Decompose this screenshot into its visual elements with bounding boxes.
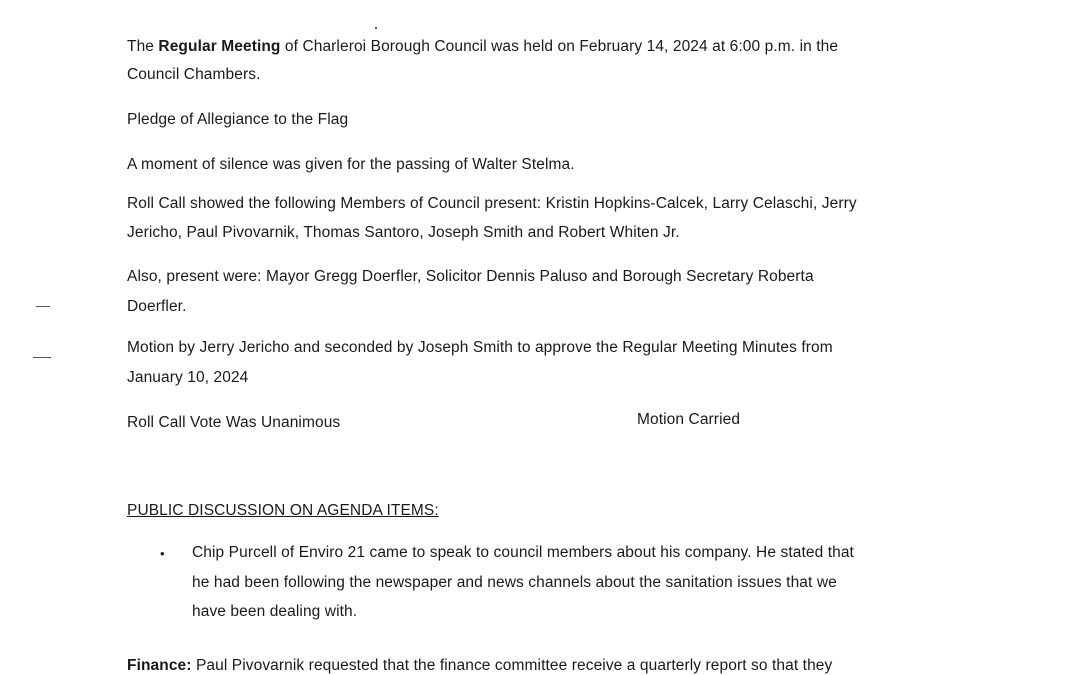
pledge-line: Pledge of Allegiance to the Flag	[127, 111, 349, 128]
motion-carried: Motion Carried	[637, 411, 741, 428]
public-discussion-heading: PUBLIC DISCUSSION ON AGENDA ITEMS:	[127, 502, 439, 519]
discussion-item-line-2: he had been following the newspaper and news channels about the sanitation issues that we	[192, 574, 837, 591]
also-present-line-1: Also, present were: Mayor Gregg Doerfler, Solicitor Dennis Paluso and Borough Secretary Roberta	[127, 268, 814, 285]
scan-speck	[33, 357, 51, 358]
finance-label: Finance:	[127, 657, 192, 674]
intro-line-1: The Regular Meeting of Charleroi Borough Council was held on February 14, 2024 at 6:00 p.m. in the	[127, 38, 839, 55]
roll-call-line-2: Jericho, Paul Pivovarnik, Thomas Santoro, Joseph Smith and Robert Whiten Jr.	[127, 224, 680, 241]
intro-line-2: Council Chambers.	[127, 66, 261, 83]
roll-call-line-1: Roll Call showed the following Members of Council present: Kristin Hopkins-Calcek, Larry Celaschi, Jerry	[127, 195, 857, 212]
discussion-item-line-3: have been dealing with.	[192, 603, 358, 620]
motion-line-1: Motion by Jerry Jericho and seconded by Joseph Smith to approve the Regular Meeting Minutes from	[127, 339, 833, 356]
scan-speck	[375, 27, 377, 29]
scan-speck	[36, 306, 50, 307]
finance-line: Finance: Paul Pivovarnik requested that the finance committee receive a quarterly report so that they	[127, 657, 833, 674]
meeting-type: Regular Meeting	[158, 38, 281, 55]
silence-line: A moment of silence was given for the passing of Walter Stelma.	[127, 156, 575, 173]
also-present-line-2: Doerfler.	[127, 298, 187, 315]
motion-line-2: January 10, 2024	[127, 369, 249, 386]
vote-result: Roll Call Vote Was Unanimous	[127, 414, 341, 431]
discussion-item-line-1: Chip Purcell of Enviro 21 came to speak to council members about his company. He stated that	[192, 544, 854, 561]
bullet-icon: •	[160, 546, 165, 561]
